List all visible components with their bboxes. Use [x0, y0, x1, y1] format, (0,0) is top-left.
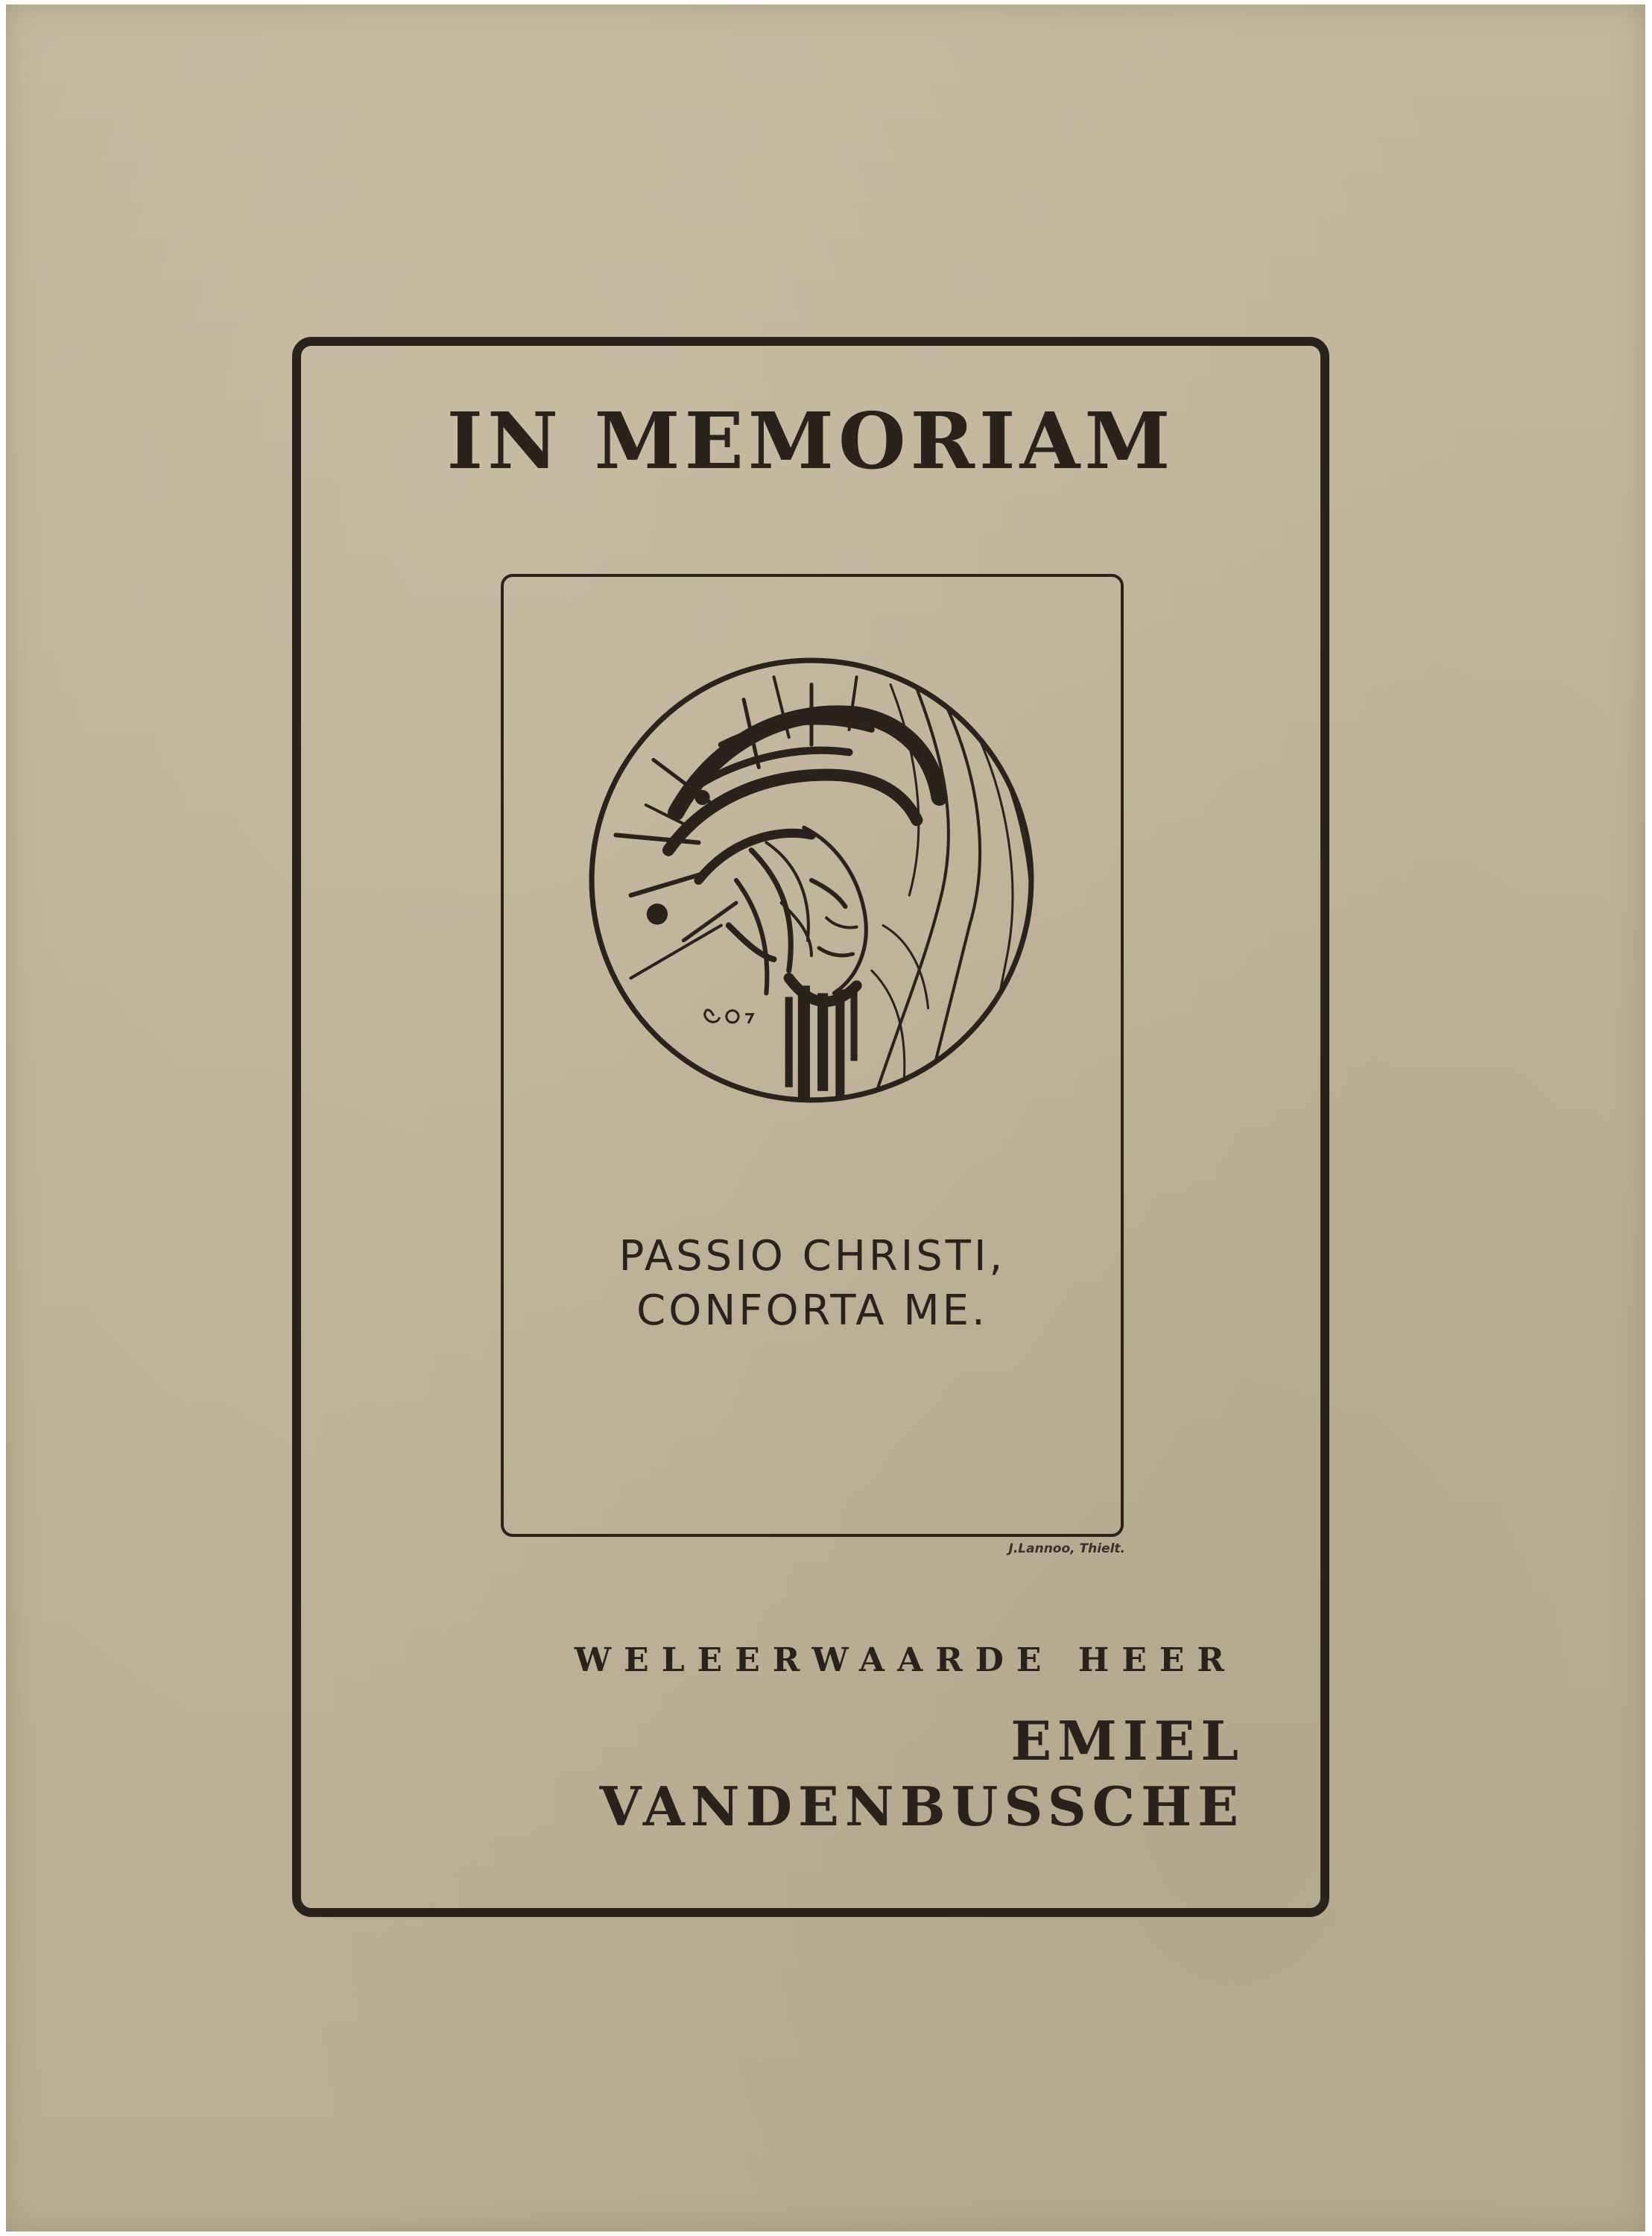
deceased-first-name: EMIEL — [1010, 1709, 1244, 1772]
motto-line-2: CONFORTA ME. — [636, 1286, 988, 1335]
printer-credit: J.Lannoo, Thielt. — [1008, 1541, 1125, 1556]
artist-monogram-icon — [705, 1010, 753, 1023]
deceased-last-name: VANDENBUSSCHE — [599, 1775, 1244, 1838]
cover-title: IN MEMORIAM — [446, 395, 1175, 487]
christ-medallion-illustration — [586, 654, 1037, 1106]
latin-motto — [501, 1230, 1124, 1339]
honorific-line: WELEERWAARDE HEER — [574, 1641, 1237, 1679]
motto-line-1: PASSIO CHRISTI, — [618, 1232, 1006, 1280]
